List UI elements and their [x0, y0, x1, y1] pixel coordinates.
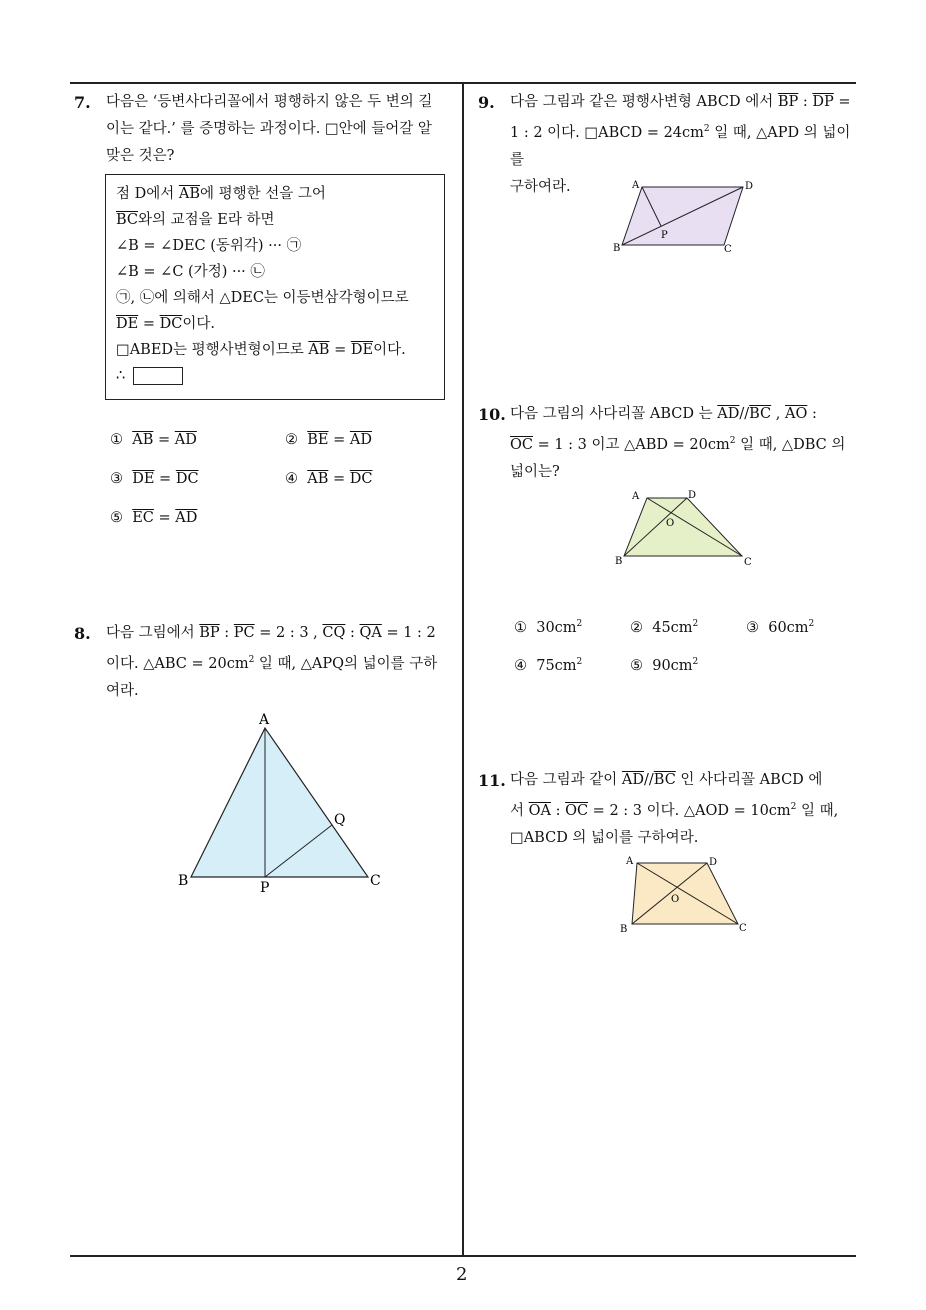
q7-stem	[106, 89, 458, 170]
segment-ab: $\overline{AB}$	[178, 186, 201, 202]
q7-choice-3[interactable]: ③ $\overline{DE} = \overline{DC}$	[110, 471, 199, 487]
trapezoid-abcd	[624, 498, 742, 556]
segment-bc: $\overline{BC}$	[116, 212, 139, 228]
label-c: C	[370, 873, 381, 889]
q7-choice-4[interactable]: ④ $\overline{AB} = \overline{DC}$	[285, 471, 373, 487]
q9-number: 9.	[478, 93, 495, 112]
label-c: C	[724, 244, 732, 255]
q7-box-line8: ∴	[116, 363, 434, 389]
q8-line2: 이다. △ABC = $20cm^2$ 일 때, △APQ의 넓이를 구하	[106, 655, 438, 672]
q7-line2: 이는 같다.’ 를 증명하는 과정이다. □안에 들어갈 알	[106, 121, 432, 137]
q10-trapezoid-figure	[610, 488, 760, 573]
q8-line3: 여라.	[106, 682, 139, 699]
label-b: B	[620, 924, 628, 935]
q11-line1: 다음 그림과 같이 $\overline{AD}//\overline{BC}$ 인 사다리꼴 ABCD 에	[510, 772, 823, 788]
q10-choice-5[interactable]: ⑤ $90cm^2$	[630, 657, 699, 674]
q10-number: 10.	[478, 405, 506, 424]
label-p: P	[260, 880, 270, 896]
q7-box-line6: $\overline{DE} = \overline{DC}$이다.	[116, 316, 215, 332]
q9-line3: 구하여라.	[510, 178, 571, 195]
q10-line3: 넓이는?	[510, 463, 560, 480]
q8-number: 8.	[74, 624, 91, 643]
column-divider	[462, 82, 464, 1256]
page-number: 2	[456, 1264, 468, 1285]
label-d: D	[745, 181, 754, 192]
q7-number: 7.	[74, 93, 91, 112]
label-q: Q	[334, 812, 346, 828]
q11-number: 11.	[478, 771, 506, 790]
q11-trapezoid-figure	[615, 852, 760, 937]
label-d: D	[688, 490, 697, 501]
q10-choice-1[interactable]: ① $30cm^2$	[514, 619, 583, 636]
q10-line2: $\overline{OC} = 1$ : 3 이고 △ABD = $20cm^2$ 일 때, △DBC 의	[510, 436, 846, 453]
label-a: A	[626, 856, 634, 867]
q8-line1: 다음 그림에서 $\overline{BP}$ : $\overline{PC} = 2$ : 3 , $\overline{CQ}$ : $\overline{QA} = 1$ : 2	[106, 625, 436, 641]
q11-line2: 서 $\overline{OA}$ : $\overline{OC} = 2$ : 3 이다. △AOD = $10cm^2$ 일 때,	[510, 802, 839, 819]
q10-stem	[510, 401, 860, 486]
label-a: A	[259, 712, 270, 728]
label-o: O	[671, 894, 680, 905]
q7-line3: 맞은 것은?	[106, 148, 175, 164]
label-b: B	[178, 873, 189, 889]
label-b: B	[613, 243, 621, 254]
answer-blank[interactable]	[133, 367, 183, 385]
q9-line1: 다음 그림과 같은 평행사변형 ABCD 에서 $\overline{BP}$ : $\overline{DP}$ =	[510, 94, 851, 110]
q8-triangle-figure	[170, 705, 390, 900]
label-b: B	[615, 556, 623, 567]
q10-line1: 다음 그림의 사다리꼴 ABCD 는 $\overline{AD}//\overline{BC}$ , $\overline{AO}$ :	[510, 406, 817, 422]
q7-box-line5: ㉠, ㉡에 의해서 △DEC는 이등변삼각형이므로	[116, 290, 409, 306]
q7-box-line1: 점 D에서 $\overline{AB}$에 평행한 선을 그어	[116, 186, 326, 202]
q10-choice-2[interactable]: ② $45cm^2$	[630, 619, 699, 636]
label-c: C	[739, 923, 747, 934]
q11-line3: □ABCD 의 넓이를 구하여라.	[510, 829, 699, 846]
label-a: A	[632, 180, 640, 191]
q9-line2: 1 : 2 이다. □ABCD = $24cm^2$ 일 때, △APD 의 넓이를	[510, 124, 851, 168]
q10-choice-3[interactable]: ③ $60cm^2$	[746, 619, 815, 636]
q10-choice-4[interactable]: ④ $75cm^2$	[514, 657, 583, 674]
triangle-abc	[191, 728, 368, 877]
label-d: D	[709, 857, 718, 868]
q7-choice-2[interactable]: ② $\overline{BE} = \overline{AD}$	[285, 432, 372, 448]
label-o: O	[666, 518, 675, 529]
q11-stem	[510, 767, 860, 852]
q7-line1: 다음은 ‘등변사다리꼴에서 평행하지 않은 두 변의 길	[106, 94, 433, 110]
q7-box-line4: ∠B = ∠C (가정) ··· ㉡	[116, 264, 265, 280]
q7-box-line7: □ABED는 평행사변형이므로 $\overline{AB} = \overline{DE}$이다.	[116, 342, 406, 358]
q8-stem	[106, 620, 458, 705]
q7-box-line3: ∠B = ∠DEC (동위각) ··· ㉠	[116, 238, 302, 254]
q7-proof-box	[105, 174, 445, 400]
q9-parallelogram-figure	[610, 175, 760, 260]
label-a: A	[632, 491, 640, 502]
q7-box-line2: $\overline{BC}$와의 교점을 E라 하면	[116, 212, 275, 228]
label-c: C	[744, 557, 752, 568]
q7-choice-1[interactable]: ① $\overline{AB} = \overline{AD}$	[110, 432, 197, 448]
q7-choice-5[interactable]: ⑤ $\overline{EC} = \overline{AD}$	[110, 510, 198, 526]
label-p: P	[661, 230, 668, 241]
